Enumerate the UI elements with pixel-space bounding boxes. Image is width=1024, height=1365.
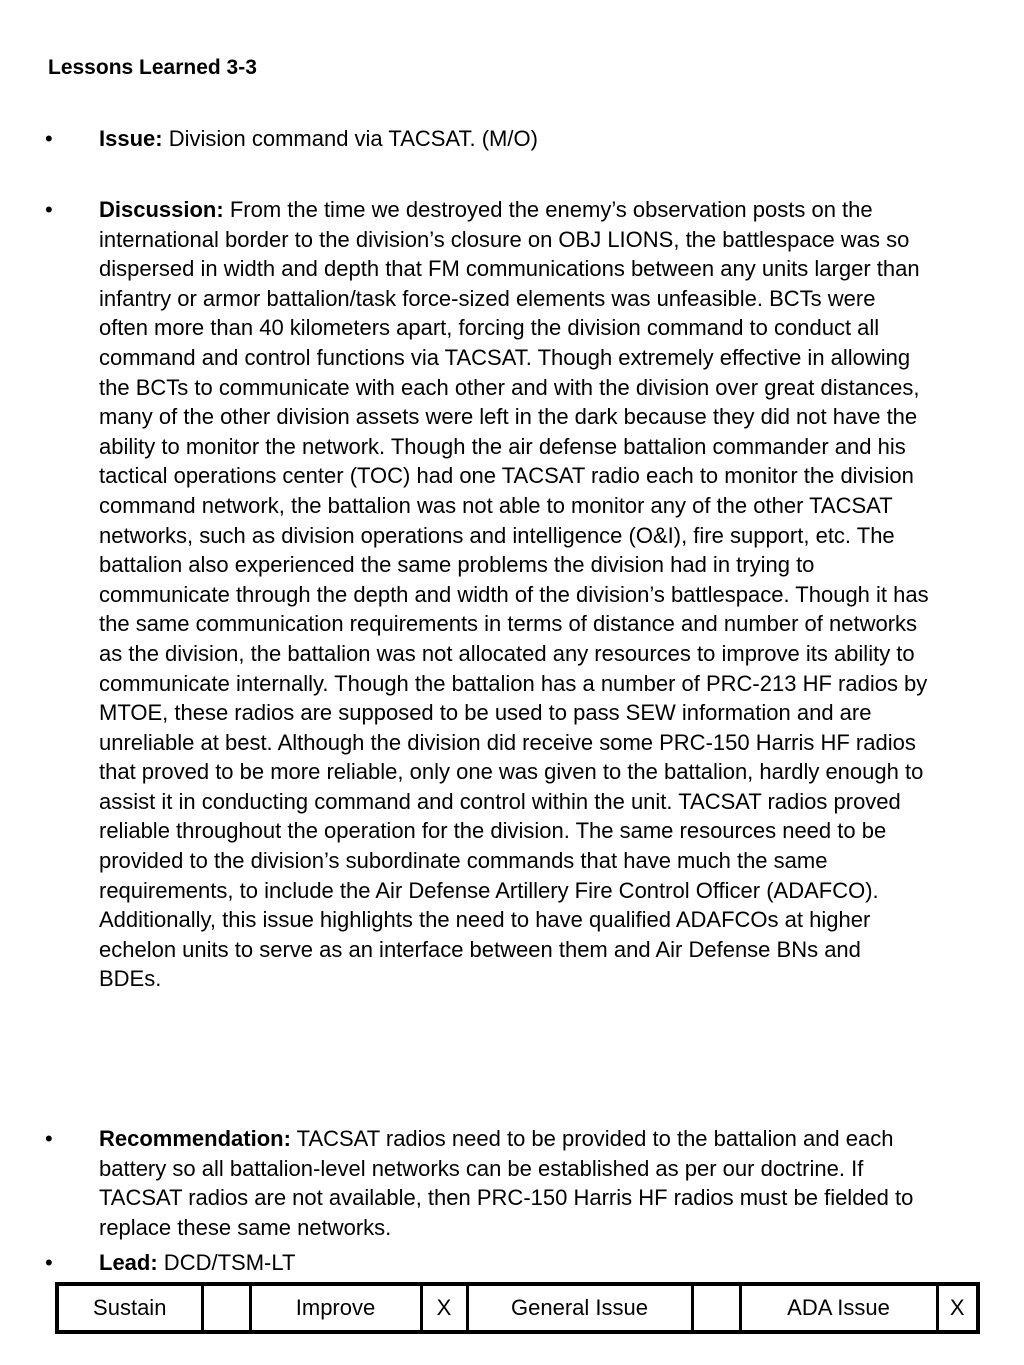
lead-paragraph <box>99 1248 929 1278</box>
recommendation-text: TACSAT radios need to be provided to the battalion and each battery so all battalion-level networks can be established as per our doctrine. If TACSAT radios are not available, then PRC-150 Harris HF radios must be fielded to replace these same networks. <box>99 1126 914 1240</box>
ada-issue-label-cell: ADA Issue <box>740 1284 937 1332</box>
bullet: • <box>45 1250 53 1275</box>
issue-paragraph <box>99 124 929 154</box>
recommendation-paragraph <box>99 1124 929 1242</box>
lead-text: DCD/TSM-LT <box>157 1250 296 1275</box>
ada-issue-mark-cell: X <box>937 1284 978 1332</box>
improve-mark-cell: X <box>421 1284 467 1332</box>
discussion-label: Discussion: <box>99 197 224 222</box>
bullet: • <box>45 126 53 151</box>
general-issue-label-cell: General Issue <box>467 1284 692 1332</box>
sustain-label-cell: Sustain <box>57 1284 202 1332</box>
bullet: • <box>45 1126 53 1151</box>
improve-label-cell: Improve <box>250 1284 421 1332</box>
bullet: • <box>45 197 53 222</box>
status-table <box>55 1282 980 1334</box>
issue-text: Division command via TACSAT. (M/O) <box>162 126 538 151</box>
discussion-text: From the time we destroyed the enemy’s observation posts on the international border to the division’s closure on OBJ LIONS, the battlespace was so dispersed in width and depth that FM communications between any units larger than infantry or armor battalion/task force-sized elements was unfeasible. BCTs were often more than 40 kilometers apart, forcing the division command to conduct all command and control functions via TACSAT. Though extremely effective in allowing the BCTs to communicate with each other and with the division over great distances, many of the other division assets were left in the dark because they did not have the ability to monitor the network. Though the air defense battalion commander and his tactical operations center (TOC) had one TACSAT radio each to monitor the division command network, the battalion was not able to monitor any of the other TACSAT networks, such as division operations and intelligence (O&I), fire support, etc. The battalion also experienced the same problems the division had in trying to communicate through the depth and width of the division’s battlespace. Though it has the same communication requirements in terms of distance and number of networks as the division, the battalion was not allocated any resources to improve its ability to communicate internally. Though the battalion has a number of PRC-213 HF radios by MTOE, these radios are supposed to be used to pass SEW information and are unreliable at best. Although the division did receive some PRC-150 Harris HF radios that proved to be more reliable, only one was given to the battalion, hardly enough to assist it in conducting command and control within the unit. TACSAT radios proved reliable throughout the operation for the division. The same resources need to be provided to the division’s subordinate commands that have much the same requirements, to include the Air Defense Artillery Fire Control Officer (ADAFCO). Additionally, this issue highlights the need to have qualified ADAFCOs at higher echelon units to serve as an interface between them and Air Defense BNs and BDEs. <box>99 197 929 992</box>
status-row <box>57 1284 978 1332</box>
discussion-paragraph <box>99 195 929 994</box>
general-issue-mark-cell <box>692 1284 740 1332</box>
recommendation-label: Recommendation: <box>99 1126 291 1151</box>
sustain-mark-cell <box>202 1284 250 1332</box>
issue-label: Issue: <box>99 126 163 151</box>
lead-label: Lead: <box>99 1250 158 1275</box>
page-title: Lessons Learned 3-3 <box>48 56 257 79</box>
